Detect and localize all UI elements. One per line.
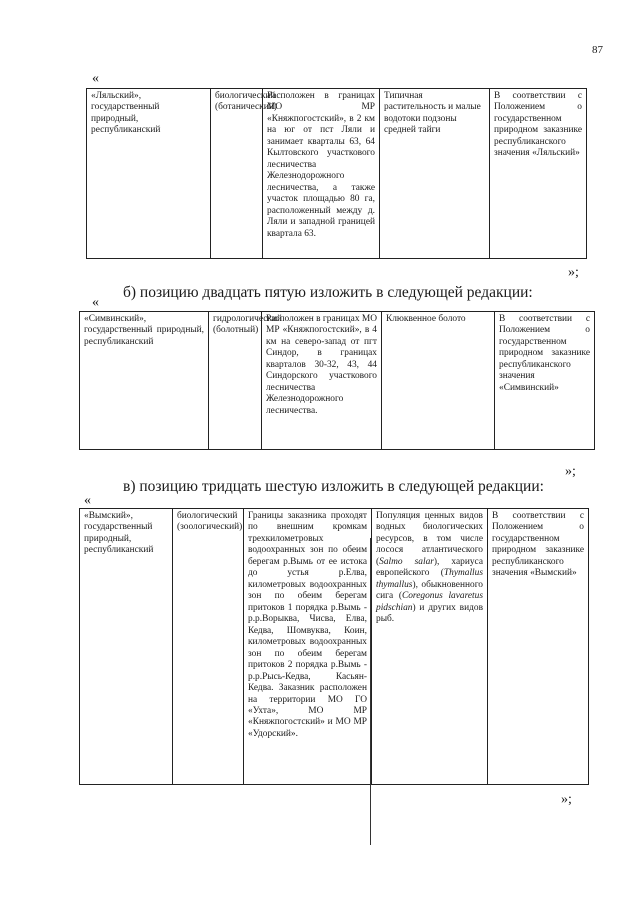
heading-position-25: б) позицию двадцать пятую изложить в следующей редакции: bbox=[123, 284, 533, 301]
latin-name: Thymallus thymallus bbox=[376, 568, 483, 590]
reserve-basis: В соответствии с Положением о государственном природном заказнике республиканского значения «Ляльский» bbox=[490, 89, 587, 259]
page-number: 87 bbox=[592, 44, 603, 56]
reserve-basis: В соответствии с Положением о государственном природном заказнике республиканского значения «Вымский» bbox=[488, 509, 589, 785]
reserve-location: Расположен в границах МО МР «Княжпогостский», в 4 км на северо-запад от пгт Синдор, в границах кварталов 30-32, 43, 44 Синдорского участкового лесничества Железнодорожного лесничества. bbox=[262, 312, 382, 450]
latin-name: Coregonus lavaretus pidschian bbox=[376, 591, 483, 613]
reserve-basis: В соответствии с Положением о государственном природном заказнике республиканского значения «Симвинский» bbox=[495, 312, 595, 450]
opening-quote: « bbox=[92, 71, 99, 86]
scan-artifact-line bbox=[370, 538, 371, 845]
opening-quote: « bbox=[92, 295, 99, 310]
opening-quote: « bbox=[84, 493, 91, 508]
object-text: ), обыкновенного сига ( bbox=[376, 579, 483, 602]
object-text: ), хариуса европейского ( bbox=[376, 556, 483, 579]
reserve-object: Типичная растительность и малые водотоки подзоны средней тайги bbox=[380, 89, 490, 259]
object-text: ) и других видов рыб. bbox=[376, 602, 483, 625]
object-text: Популяция ценных видов водных биологических ресурсов, в том числе лосося атлантического ( bbox=[376, 511, 483, 567]
reserve-type: биологический (зоологический) bbox=[173, 509, 244, 785]
reserve-object bbox=[372, 509, 488, 785]
reserve-name: «Ляльский», государственный природный, республиканский bbox=[87, 89, 211, 259]
table-row bbox=[80, 509, 589, 785]
table-row bbox=[80, 312, 595, 450]
reserve-type: гидрологический (болотный) bbox=[209, 312, 262, 450]
reserve-name: «Симвинский», государственный природный, республиканский bbox=[80, 312, 209, 450]
reserve-location: Границы заказника проходят по внешним кромкам трехкилометровых водоохранных зон по обеим берегам р.Вымь от ее истока до устья р.Елва, километровых водоохранных зон по обеим берегам притоков 1 порядка р.Вымь - р.р.Ворыква, Чисва, Елва, Кедва, Шомвуква, Коин, километровых водоохранных зон по обеим берегам притоков 2 порядка р.Вымь - р.р.Рысь-Кедва, Касьян-Кедва. Заказник расположен на территории МО ГО «Ухта», МО МР «Княжпогостский» и МО МР «Удорский». bbox=[244, 509, 372, 785]
heading-position-36: в) позицию тридцать шестую изложить в следующей редакции: bbox=[123, 478, 544, 495]
latin-name: Salmo salar bbox=[379, 556, 434, 567]
reserve-type: биологический (ботанический) bbox=[211, 89, 263, 259]
table-vymsky bbox=[79, 508, 589, 785]
reserve-name: «Вымский», государственный природный, республиканский bbox=[80, 509, 173, 785]
closing-quote: »; bbox=[565, 464, 576, 479]
table-simvinsky bbox=[79, 311, 595, 450]
reserve-location: Расположен в границах МО МР «Княжпогостский», в 2 км на юг от пст Ляли и занимает кварталы 63, 64 Кылтовского участкового лесничества Железнодорожного лесничества, а также участок площадью 80 га, расположенный между д. Ляли и западной границей квартала 63. bbox=[263, 89, 380, 259]
table-row bbox=[87, 89, 587, 259]
closing-quote: »; bbox=[568, 265, 579, 280]
table-lyalsky bbox=[86, 88, 587, 259]
closing-quote: »; bbox=[561, 792, 572, 807]
reserve-object: Клюквенное болото bbox=[382, 312, 495, 450]
